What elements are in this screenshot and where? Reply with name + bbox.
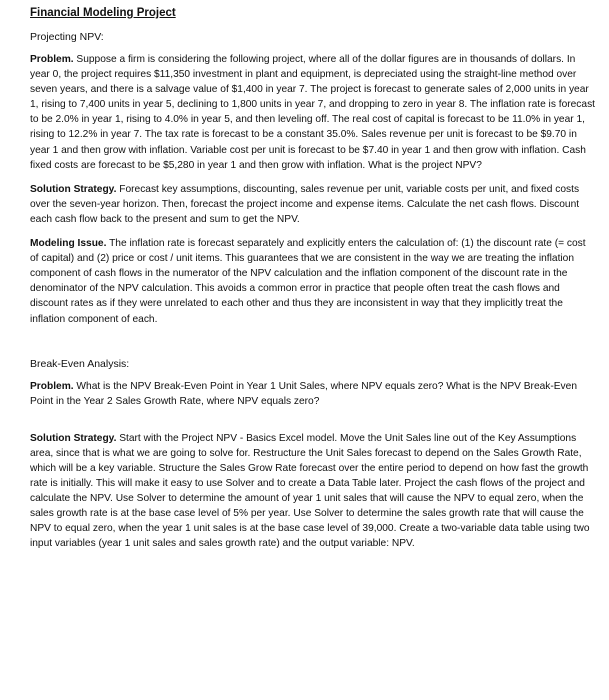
- npv-section-label: Projecting NPV:: [30, 31, 104, 43]
- npv-problem-heading: Problem.: [30, 54, 74, 65]
- breakeven-strategy-heading: Solution Strategy.: [30, 432, 117, 444]
- npv-strategy-paragraph: [30, 182, 595, 227]
- breakeven-strategy-paragraph: [30, 431, 595, 552]
- section-spacer: [30, 336, 595, 358]
- npv-problem-paragraph: [30, 52, 595, 173]
- npv-issue-text: The inflation rate is forecast separately and explicitly enters the calculation of: (1) the discount rate (= cost of capital) and (2) price or cost / unit items. This guarantees that we are consistent in the way we are treating the inflation component of cash flows in the numerator of the NPV calculation and the inflation component of the discount rate in the denominator of the NPV calculation. This avoids a common error in practice that people often treat the cash flows and discount rates as if they were unrelated to each other and thus they are inconsistent in way that they implicitly treat the inflation component of each.: [30, 238, 586, 325]
- npv-issue-paragraph: [30, 236, 595, 327]
- npv-strategy-heading: Solution Strategy.: [30, 183, 117, 195]
- npv-problem-text: Suppose a firm is considering the following project, where all of the dollar figures are in thousands of dollars. In year 0, the project requires $11,350 investment in plant and equipment, is depreciated using the straight-line method over seven years, and there is a salvage value of $1,400 in year 7. The project is forecast to generate sales of 2,000 units in year 1, rising to 7,400 units in year 5, declining to 1,800 units in year 7, and dropping to zero in year 8. The inflation rate is forecast to be 2.0% in year 1, rising to 4.0% in year 5, and then leveling off. The real cost of capital is forecast to be 11.0% in year 1, rising to 12.2% in year 7. The tax rate is forecast to be a constant 35.0%. Sales revenue per unit is forecast to be $9.70 in year 1 and then grow with inflation. Variable cost per unit is forecast to be $7.40 in year 1 and then grow with inflation. Cash fixed costs are forecast to be $5,280 in year 1 and then grow with inflation. What is the project NPV?: [30, 54, 595, 171]
- breakeven-strategy-text: Start with the Project NPV - Basics Excel model. Move the Unit Sales line out of the Key Assumptions area, since that is what we are going to solve for. Restructure the Unit Sales forecast to depend on the Sales Growth Rate, which will be a key variable. Structure the Sales Grow Rate forecast over the entire period to depend on how fast the growth rate is initially. This will make it easy to use Solver and to create a Data Table later. Project the cash flows of the project and calculate the NPV. Use Solver to determine the amount of year 1 unit sales that will cause the NPV to equal zero, when the sales growth rate is at the base case level of 5% per year. Use Solver to determine the sales growth rate that will cause the NPV to equal zero, when the year 1 unit sales is at the base case level of 39,000. Create a two-variable data table using two input variables (year 1 unit sales and sales growth rate) and the output variable: NPV.: [30, 432, 590, 550]
- breakeven-problem-heading: Problem.: [30, 380, 74, 392]
- npv-issue-heading: Modeling Issue.: [30, 238, 107, 250]
- breakeven-problem-text: What is the NPV Break-Even Point in Year 1 Unit Sales, where NPV equals zero? What is the NPV Break-Even Point in the Year 2 Sales Growth Rate, where NPV equals zero?: [30, 380, 577, 407]
- document-title: Financial Modeling Project: [30, 7, 176, 19]
- breakeven-section-label: Break-Even Analysis:: [30, 357, 130, 370]
- npv-strategy-text: Forecast key assumptions, discounting, sales revenue per unit, variable costs per unit, and fixed costs over the seven-year horizon. Then, forecast the project income and expense items. Calculate the net cash flows. Discount each cash flow back to the present and sum to get the NPV.: [30, 183, 580, 225]
- breakeven-problem-paragraph: [30, 379, 595, 409]
- paragraph-spacer: [30, 418, 595, 431]
